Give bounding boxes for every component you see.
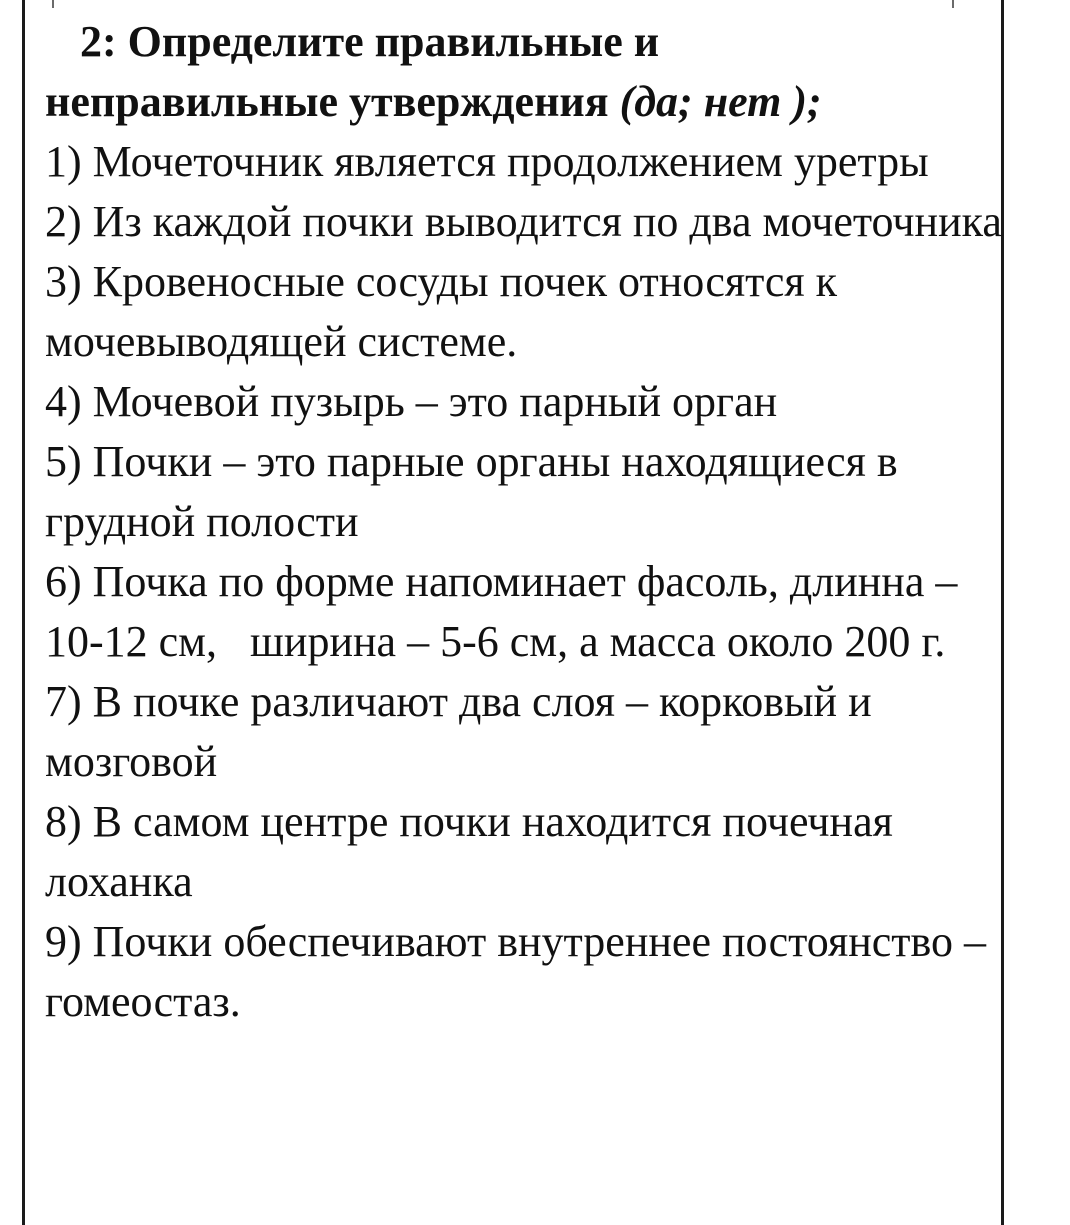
answer-options: (да; нет ); [619,77,822,126]
table-grid-tick [52,0,54,8]
heading-line-2-text: неправильные утверждения [45,77,620,126]
task-content [45,12,1005,1032]
statement-item [45,132,1005,192]
statement-item [45,192,1005,252]
task-heading [45,12,1005,132]
statement-text: 5) Почки – это парные органы находящиеся в грудной полости [45,437,909,546]
statement-item [45,552,1005,672]
statement-text: 7) В почке различают два слоя – корковый и мозговой [45,677,883,786]
heading-line-2 [45,72,1005,132]
statement-item [45,372,1005,432]
statement-item [45,792,1005,912]
statement-item [45,912,1005,1032]
heading-line-1: 2: Определите правильные и [80,17,660,66]
statement-text: 1) Мочеточник является продолжением уретры [45,137,929,186]
statement-item [45,432,1005,552]
statement-text: 9) Почки обеспечивают внутреннее постоянство – гомеостаз. [45,917,997,1026]
statement-item [45,672,1005,792]
statement-text: 3) Кровеносные сосуды почек относятся к мочевыводящей системе. [45,257,849,366]
statement-item [45,252,1005,372]
statement-text: 8) В самом центре почки находится почечная лоханка [45,797,904,906]
statement-text: 6) Почка по форме напоминает фасоль, длинна – 10-12 см, ширина – 5-6 см, а масса около 200 г. [45,557,969,666]
statement-text: 4) Мочевой пузырь – это парный орган [45,377,778,426]
table-grid-tick [952,0,954,8]
statement-text: 2) Из каждой почки выводится по два мочеточника [45,197,1002,246]
